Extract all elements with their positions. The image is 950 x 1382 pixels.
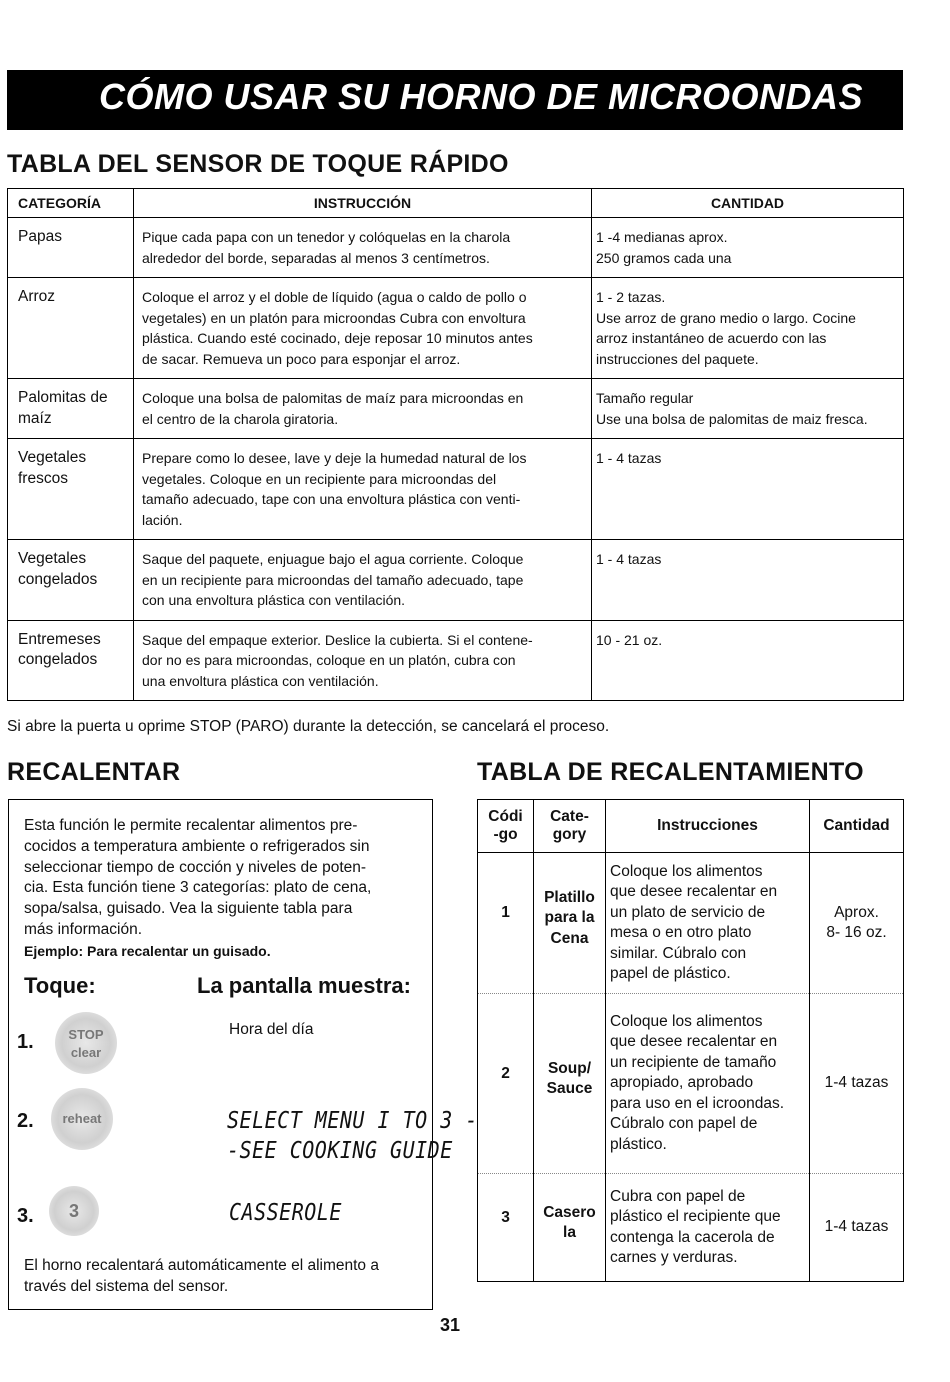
quantity-cell: 1 -4 medianas aprox. 250 gramos cada una bbox=[592, 218, 904, 278]
sensor-table-heading: TABLA DEL SENSOR DE TOQUE RÁPIDO bbox=[7, 150, 509, 178]
instruction-cell: Cubra con papel de plástico el recipiente que contenga la cacerola de carnes y verduras. bbox=[606, 1174, 810, 1282]
step-1-number: 1. bbox=[17, 1031, 34, 1053]
reheat-button-icon: reheat bbox=[51, 1088, 113, 1150]
instruction-cell: Pique cada papa con un tenedor y colóquelas en la charola alrededor del borde, separadas al menos 3 centímetros. bbox=[134, 218, 592, 278]
table-row bbox=[8, 379, 904, 439]
display-label: La pantalla muestra: bbox=[197, 973, 411, 998]
instruction-cell: Saque del paquete, enjuague bajo el agua corriente. Coloque en un recipiente para microondas del tamaño adecuado, tape con una envoltura plástica con ventilación. bbox=[134, 540, 592, 621]
category-cell: Vegetales frescos bbox=[8, 439, 134, 540]
column-header-codigo: Códi -go bbox=[478, 800, 534, 853]
column-header-cantidad: CANTIDAD bbox=[592, 189, 904, 218]
step-3-display: CASSEROLE bbox=[229, 1198, 342, 1226]
category-cell: Soup/ Sauce bbox=[534, 994, 606, 1174]
recalentar-heading: RECALENTAR bbox=[7, 758, 181, 786]
column-header-category: Cate- gory bbox=[534, 800, 606, 853]
stop-clear-button-icon: STOP clear bbox=[55, 1012, 117, 1074]
instruction-cell: Saque del empaque exterior. Deslice la cubierta. Si el contene- dor no es para microondas, coloque en un platón, cubra con una envoltura plástica con ventilación. bbox=[134, 620, 592, 701]
quantity-cell: Aprox. 8- 16 oz. bbox=[810, 853, 904, 994]
step-2-number: 2. bbox=[17, 1110, 34, 1132]
instruction-cell: Coloque los alimentos que desee recalentar en un plato de servicio de mesa o en otro plato similar. Cúbralo con papel de plástico. bbox=[606, 853, 810, 994]
quantity-cell: 1-4 tazas bbox=[810, 1174, 904, 1282]
table-row bbox=[8, 439, 904, 540]
quantity-cell: 1 - 4 tazas bbox=[592, 439, 904, 540]
category-cell: Casero la bbox=[534, 1174, 606, 1282]
quantity-cell: Tamaño regular Use una bolsa de palomitas de maiz fresca. bbox=[592, 379, 904, 439]
table-row bbox=[478, 994, 904, 1174]
category-cell: Arroz bbox=[8, 278, 134, 379]
table-row bbox=[8, 540, 904, 621]
code-cell: 1 bbox=[478, 853, 534, 994]
quantity-cell: 1-4 tazas bbox=[810, 994, 904, 1174]
number-3-button-icon: 3 bbox=[49, 1186, 99, 1236]
sensor-cancel-note: Si abre la puerta u oprime STOP (PARO) durante la detección, se cancelará el proceso. bbox=[7, 718, 610, 735]
step-3-number: 3. bbox=[17, 1205, 34, 1227]
category-cell: Palomitas de maíz bbox=[8, 379, 134, 439]
category-cell: Entremeses congelados bbox=[8, 620, 134, 701]
step-1-display: Hora del día bbox=[229, 1021, 314, 1038]
recalentar-box bbox=[8, 799, 478, 1310]
column-header-cantidad: Cantidad bbox=[810, 800, 904, 853]
instruction-cell: Prepare como lo desee, lave y deje la humedad natural de los vegetales. Coloque en un recipiente para microondas del tamaño adecuado, tape con una envoltura plástica con venti- lación. bbox=[134, 439, 592, 540]
table-row bbox=[8, 218, 904, 278]
category-cell: Papas bbox=[8, 218, 134, 278]
column-header-instruccion: INSTRUCCIÓN bbox=[134, 189, 592, 218]
reheat-table-heading: TABLA DE RECALENTAMIENTO bbox=[477, 758, 864, 786]
code-cell: 2 bbox=[478, 994, 534, 1174]
column-header-categoria: CATEGORÍA bbox=[8, 189, 134, 218]
table-row bbox=[478, 1174, 904, 1282]
category-cell: Platillo para la Cena bbox=[534, 853, 606, 994]
instruction-cell: Coloque el arroz y el doble de líquido (agua o caldo de pollo o vegetales) en un platón para microondas Cubra con envoltura plástica. Cuando esté cocinado, deje reposar 10 minutos antes de sacar. Remueva un poco para esponjar el arroz. bbox=[134, 278, 592, 379]
touch-label: Toque: bbox=[24, 973, 96, 998]
recalentar-intro: Esta función le permite recalentar alimentos pre- cocidos a temperatura ambiente o refrigerados sin seleccionar tiempo de cocción y niveles de poten- cia. Esta función tiene 3 categorías: plato de cena, sopa/salsa, guisado. Vea la siguiente tabla para más información. bbox=[24, 817, 372, 938]
reheat-table bbox=[477, 799, 904, 1282]
recalentar-footer: El horno recalentará automáticamente el alimento a través del sistema del sensor. bbox=[24, 1257, 379, 1295]
quantity-cell: 1 - 2 tazas. Use arroz de grano medio o largo. Cocine arroz instantáneo de acuerdo con las instrucciones del paquete. bbox=[592, 278, 904, 379]
title-banner bbox=[7, 70, 903, 130]
table-row bbox=[8, 620, 904, 701]
table-row bbox=[8, 278, 904, 379]
step-2-display-line-1: SELECT MENU I TO 3 - bbox=[227, 1106, 478, 1134]
code-cell: 3 bbox=[478, 1174, 534, 1282]
quantity-cell: 1 - 4 tazas bbox=[592, 540, 904, 621]
sensor-table-header bbox=[8, 189, 904, 218]
reheat-table-header bbox=[478, 800, 904, 853]
instruction-cell: Coloque los alimentos que desee recalentar en un recipiente de tamaño apropiado, aprobado para uso en el icroondas. Cúbralo con papel de plástico. bbox=[606, 994, 810, 1174]
quantity-cell: 10 - 21 oz. bbox=[592, 620, 904, 701]
instruction-cell: Coloque una bolsa de palomitas de maíz para microondas en el centro de la charola giratoria. bbox=[134, 379, 592, 439]
column-header-instrucciones: Instrucciones bbox=[606, 800, 810, 853]
category-cell: Vegetales congelados bbox=[8, 540, 134, 621]
step-2-display-line-2: -SEE COOKING GUIDE bbox=[227, 1136, 453, 1164]
sensor-table bbox=[7, 188, 904, 701]
banner-title: CÓMO USAR SU HORNO DE MICROONDAS bbox=[99, 76, 864, 117]
example-label: Ejemplo: Para recalentar un guisado. bbox=[24, 943, 271, 959]
table-row bbox=[478, 853, 904, 994]
page-number: 31 bbox=[440, 1315, 461, 1335]
